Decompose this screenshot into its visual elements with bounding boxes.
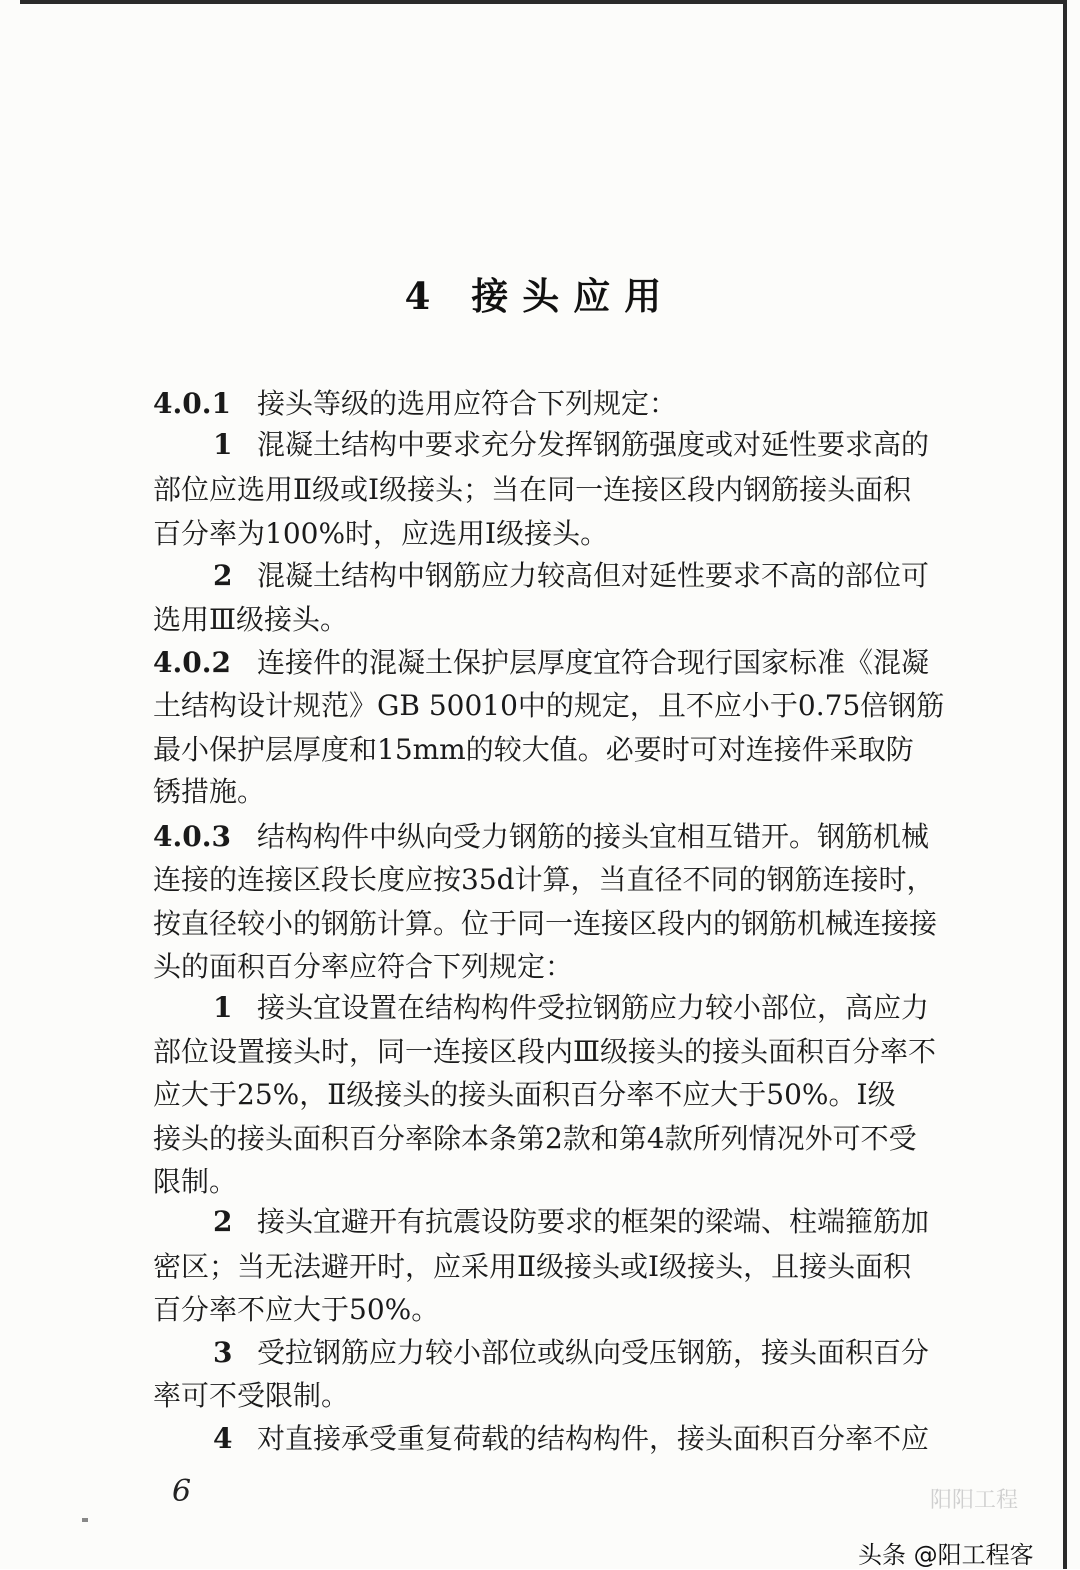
- page-number: 6: [172, 1474, 192, 1509]
- text-line: [153, 597, 348, 643]
- item-number: 1: [213, 428, 233, 461]
- item-number: 1: [213, 991, 233, 1024]
- item-number: 4: [213, 1422, 233, 1455]
- line-text: 选用Ⅲ级接头。: [153, 603, 349, 636]
- line-text: 头的面积百分率应符合下列规定：: [153, 950, 574, 983]
- line-text: 按直径较小的钢筋计算。位于同一连接区段内的钢筋机械连接接: [153, 907, 938, 940]
- chapter-number: 4: [404, 274, 445, 318]
- clause-text: 接头等级的选用应符合下列规定：: [257, 387, 678, 420]
- item-text: 接头宜避开有抗震设防要求的框架的梁端、柱端箍筋加: [257, 1205, 930, 1238]
- text-line: [153, 511, 608, 557]
- clause-text: 结构构件中纵向受力钢筋的接头宜相互错开。钢筋机械: [257, 820, 930, 853]
- line-text: 部位设置接头时，同一连接区段内Ⅲ级接头的接头面积百分率不: [153, 1035, 937, 1068]
- clause-number: 4.0.3: [153, 820, 231, 853]
- clause-4-0-1-line: [153, 381, 677, 427]
- item-line: [213, 422, 929, 468]
- clause-number: 4.0.2: [153, 646, 231, 679]
- line-text: 百分率为100%时，应选用Ⅰ级接头。: [153, 517, 609, 550]
- chapter-title: [0, 268, 1080, 324]
- text-line: [153, 727, 914, 773]
- text-line: [153, 944, 573, 990]
- text-line: [153, 467, 911, 513]
- faint-watermark: 阳阳工程: [930, 1488, 1019, 1513]
- line-text: 率可不受限制。: [153, 1379, 350, 1412]
- line-text: 锈措施。: [153, 775, 266, 808]
- clause-4-0-2-line: [153, 640, 929, 686]
- item-line: [213, 553, 929, 599]
- scan-border-top: [20, 0, 1063, 4]
- text-line: [153, 1287, 439, 1333]
- item-text: 混凝土结构中要求充分发挥钢筋强度或对延性要求高的: [257, 428, 930, 461]
- text-line: [153, 769, 265, 815]
- item-text: 混凝土结构中钢筋应力较高但对延性要求不高的部位可: [257, 559, 930, 592]
- line-text: 应大于25%，Ⅱ级接头的接头面积百分率不应大于50%。Ⅰ级: [153, 1078, 896, 1111]
- clause-4-0-3-line: [153, 814, 929, 860]
- item-text: 受拉钢筋应力较小部位或纵向受压钢筋，接头面积百分: [257, 1336, 930, 1369]
- scan-border-right: [1063, 0, 1067, 1569]
- item-text: 对直接承受重复荷载的结构构件，接头面积百分率不应: [257, 1422, 930, 1455]
- line-text: 土结构设计规范》GB 50010中的规定，且不应小于0.75倍钢筋: [153, 689, 945, 722]
- text-line: [153, 1244, 911, 1290]
- text-line: [153, 857, 935, 903]
- item-text: 接头宜设置在结构构件受拉钢筋应力较小部位，高应力: [257, 991, 930, 1024]
- line-text: 密区；当无法避开时，应采用Ⅱ级接头或Ⅰ级接头，且接头面积: [153, 1250, 912, 1283]
- line-text: 连接的连接区段长度应按35d计算，当直径不同的钢筋连接时，: [153, 863, 935, 896]
- item-number: 3: [213, 1336, 233, 1369]
- text-line: [153, 1373, 349, 1419]
- line-text: 最小保护层厚度和15mm的较大值。必要时可对连接件采取防: [153, 733, 914, 766]
- line-text: 部位应选用Ⅱ级或Ⅰ级接头；当在同一连接区段内钢筋接头面积: [153, 473, 912, 506]
- source-watermark: 头条 @阳工程客: [858, 1541, 1034, 1569]
- chapter-title-text: 接头应用: [471, 274, 676, 318]
- item-line: [213, 1330, 929, 1376]
- item-line: [213, 1416, 929, 1462]
- item-line: [213, 985, 929, 1031]
- clause-number: 4.0.1: [153, 387, 231, 420]
- clause-text: 连接件的混凝土保护层厚度宜符合现行国家标准《混凝: [257, 646, 930, 679]
- item-number: 2: [213, 1205, 233, 1238]
- text-line: [153, 683, 944, 729]
- line-text: 限制。: [153, 1165, 238, 1198]
- item-number: 2: [213, 559, 233, 592]
- text-line: [153, 1072, 896, 1118]
- text-line: [153, 1116, 917, 1162]
- scan-speck: [82, 1518, 88, 1522]
- line-text: 百分率不应大于50%。: [153, 1293, 440, 1326]
- text-line: [153, 901, 937, 947]
- item-line: [213, 1199, 929, 1245]
- text-line: [153, 1029, 936, 1075]
- line-text: 接头的接头面积百分率除本条第2款和第4款所列情况外可不受: [153, 1122, 917, 1155]
